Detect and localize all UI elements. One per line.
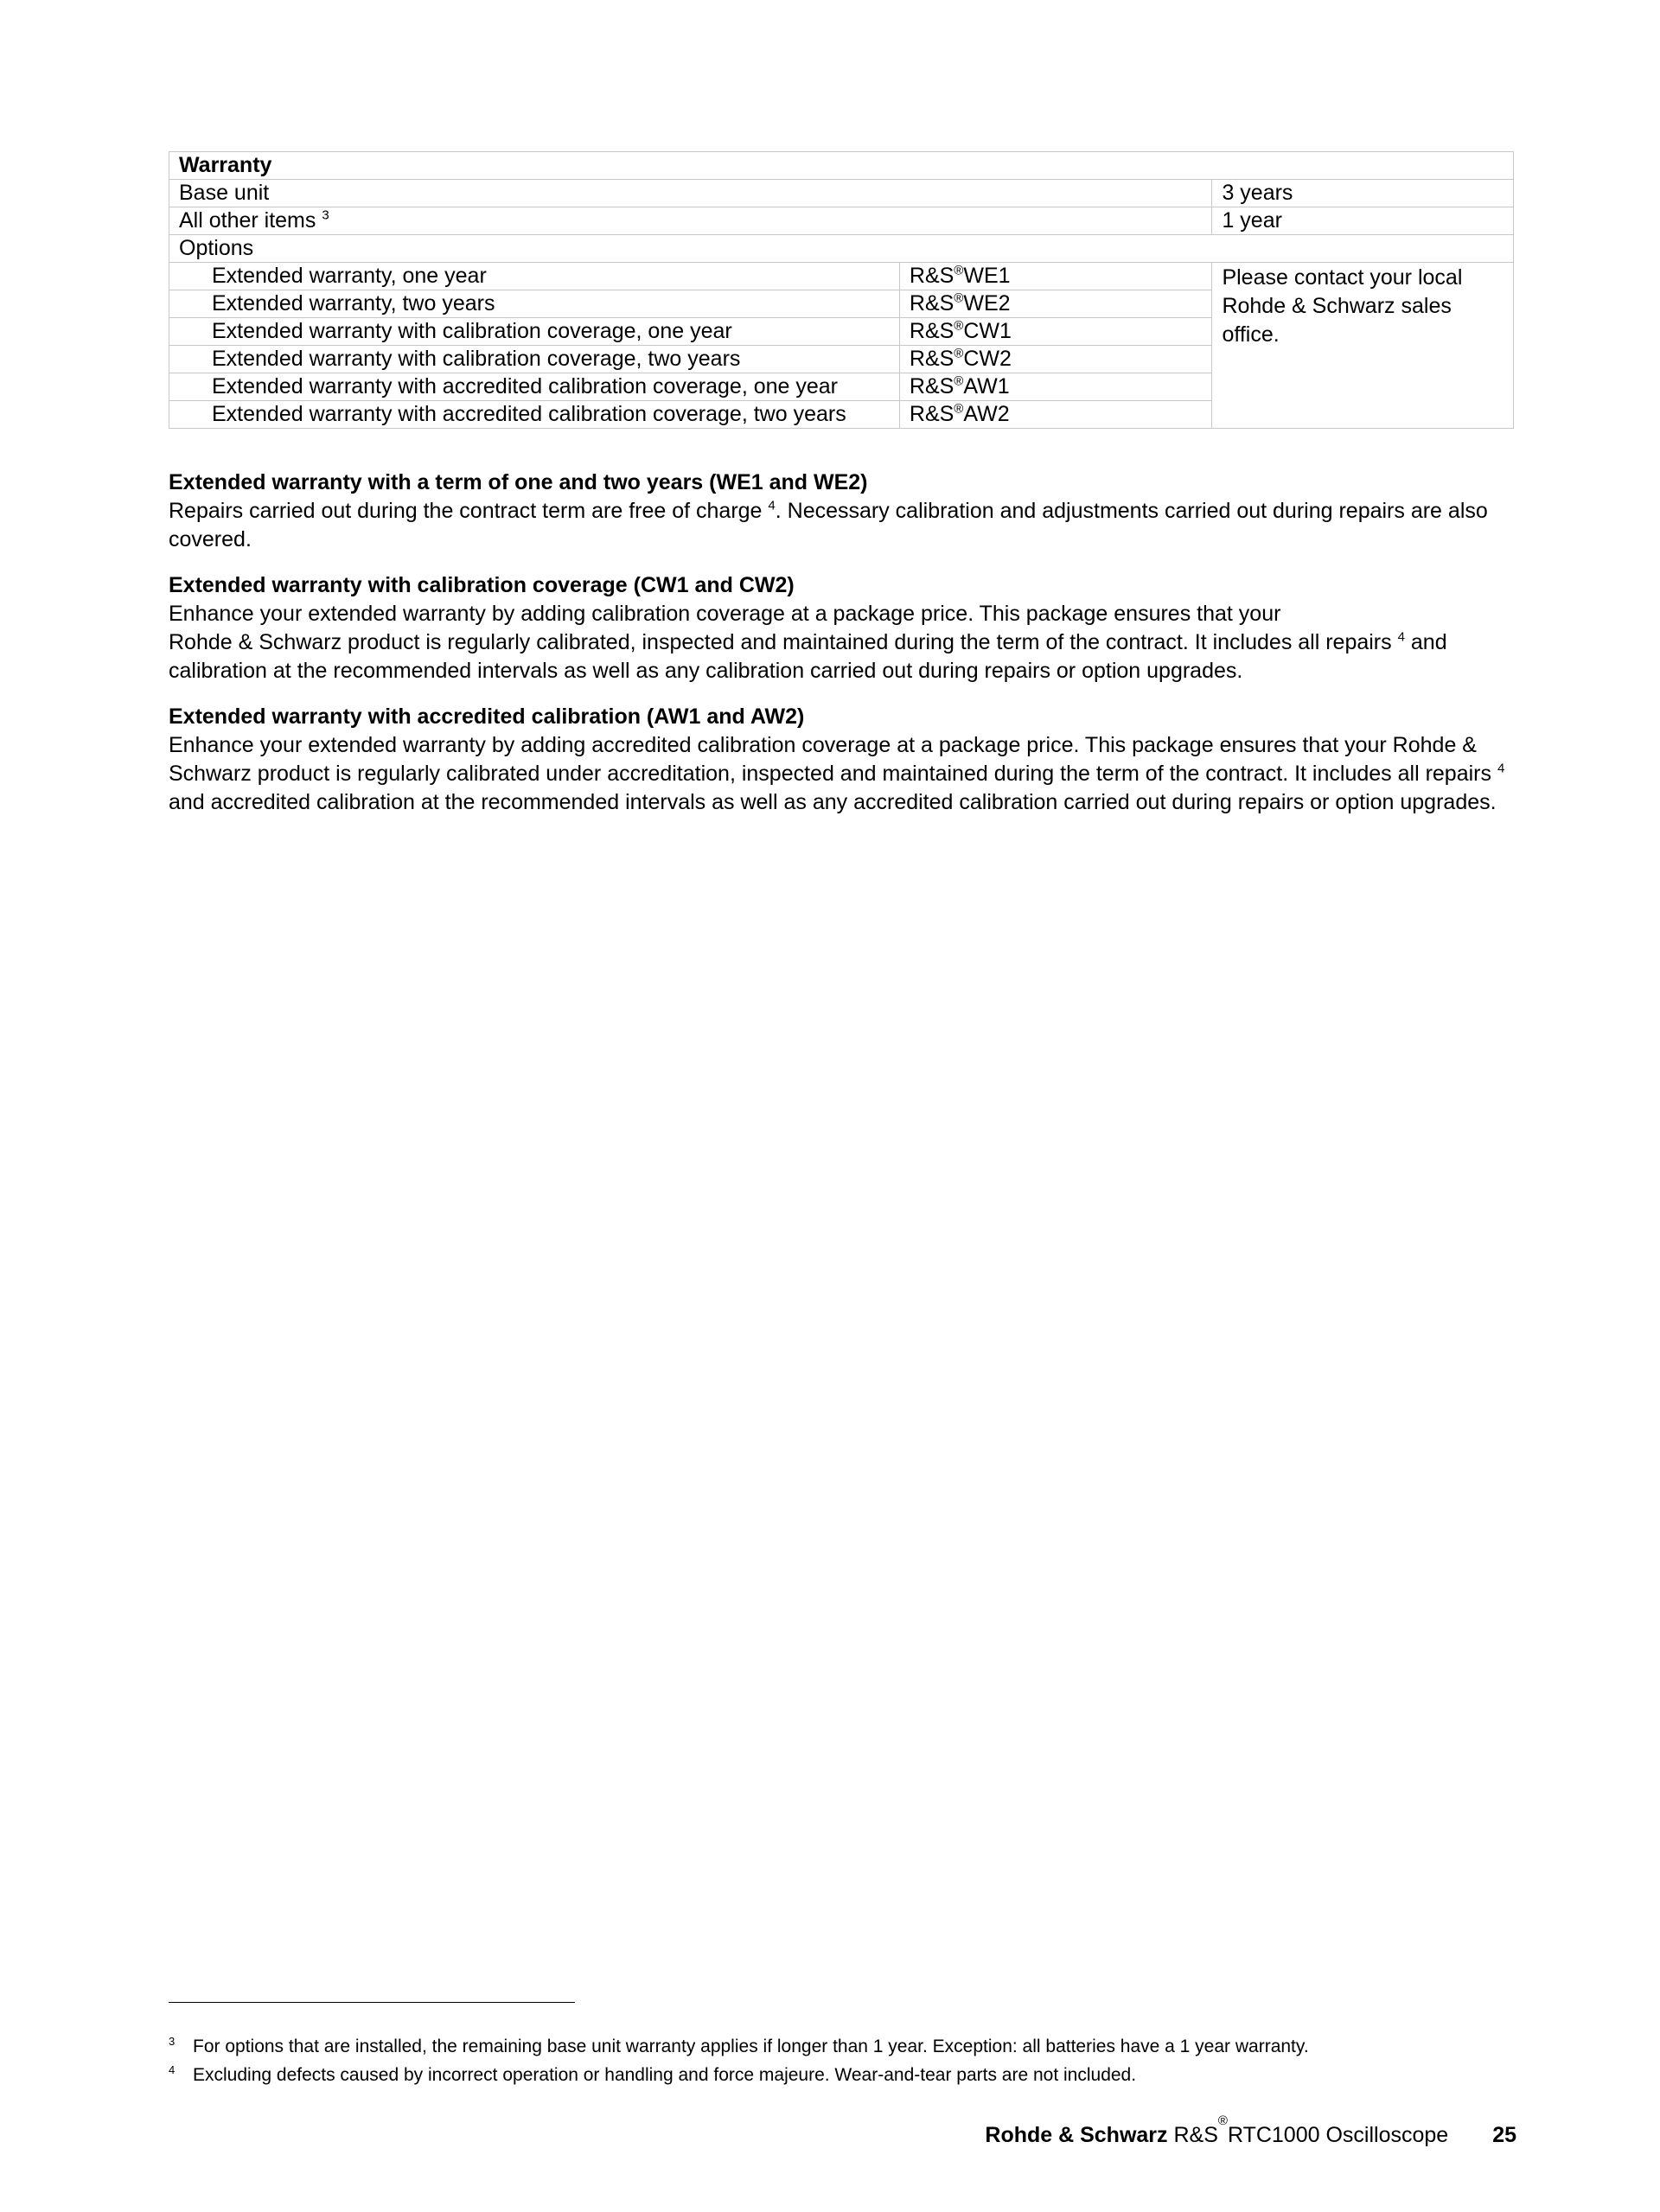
registered-mark: ® [954,290,964,306]
section-text [169,497,1517,554]
text-run: . Necessary calibration and adjustments carried out during repairs are also covered. [169,499,1488,551]
table-row [169,180,1514,207]
footer-product-prefix: R&S [1173,2123,1218,2147]
option-label: Extended warranty, two years [169,290,900,318]
code-prefix: R&S [909,319,954,343]
other-items-label: All other items [179,208,316,233]
option-code [899,373,1212,401]
text-run: Enhance your extended warranty by adding accredited calibration coverage at a package price. This package ensures that your Rohde & Schwarz product is regularly calibrated under accreditation, inspected and maintained during the term of the contract. It includes all repairs [169,733,1497,786]
footnote-ref: 3 [322,207,329,223]
table-row [169,207,1514,235]
table-title: Warranty [169,152,1514,180]
base-unit-value: 3 years [1212,180,1514,207]
text-run: and calibration at the recommended intervals as well as any calibration carried out during repairs or option upgrades. [169,630,1447,683]
text-run: Rohde & Schwarz product is regularly calibrated, inspected and maintained during the term of the contract. It includes all repairs [169,630,1398,654]
registered-mark: ® [954,373,964,389]
registered-mark: ® [1217,2113,1228,2128]
contact-sales-cell: Please contact your local Rohde & Schwarz sales office. [1212,263,1514,429]
option-label: Extended warranty with calibration coverage, two years [169,346,900,373]
text-run: and accredited calibration at the recommended intervals as well as any accredited calibration carried out during repairs or option upgrades. [169,790,1497,814]
code-value: AW1 [963,374,1010,398]
footnote: 4 Excluding defects caused by incorrect operation or handling and force majeure. Wear-and-tear parts are not included. [169,2063,1137,2085]
registered-mark: ® [954,318,964,334]
page-number: 25 [1492,2123,1516,2147]
option-code [899,346,1212,373]
option-label: Extended warranty with accredited calibration coverage, one year [169,373,900,401]
footer-brand: Rohde & Schwarz [985,2123,1168,2147]
footnote-text: Excluding defects caused by incorrect operation or handling and force majeure. Wear-and-tear parts are not included. [193,2065,1137,2085]
warranty-table [169,151,1514,429]
section-text [169,628,1517,685]
section-text [169,731,1517,817]
option-code [899,263,1212,290]
registered-mark: ® [954,346,964,361]
code-prefix: R&S [909,347,954,371]
code-prefix: R&S [909,374,954,398]
table-row [169,263,1514,290]
registered-mark: ® [954,263,964,278]
footnote-ref: 4 [768,498,776,513]
code-prefix: R&S [909,402,954,426]
footer-product: RTC1000 Oscilloscope [1227,2123,1449,2147]
option-label: Extended warranty, one year [169,263,900,290]
registered-mark: ® [954,401,964,417]
option-label: Extended warranty with accredited calibration coverage, two years [169,401,900,429]
option-label: Extended warranty with calibration coverage, one year [169,318,900,346]
section-heading: Extended warranty with a term of one and two years (WE1 and WE2) [169,470,868,494]
page-footer [951,2113,1516,2149]
section-extended-warranty [169,469,1517,554]
code-prefix: R&S [909,264,954,288]
section-heading: Extended warranty with accredited calibration (AW1 and AW2) [169,704,805,729]
other-items-cell [169,207,1212,235]
section-accredited-calibration [169,703,1517,817]
text-run: Repairs carried out during the contract term are free of charge [169,499,769,523]
code-value: AW2 [963,402,1010,426]
code-value: WE2 [963,291,1011,316]
code-value: CW1 [963,319,1012,343]
base-unit-label: Base unit [169,180,1212,207]
options-label: Options [169,235,1514,263]
code-value: CW2 [963,347,1012,371]
table-row [169,152,1514,180]
footnote-text: For options that are installed, the remaining base unit warranty applies if longer than 1 year. Exception: all batteries have a 1 year warranty. [193,2037,1309,2056]
section-heading: Extended warranty with calibration coverage (CW1 and CW2) [169,573,795,597]
option-code [899,290,1212,318]
footnote: 3 For options that are installed, the remaining base unit warranty applies if longer than 1 year. Exception: all batteries have a 1 year warranty. [169,2035,1309,2056]
table-row [169,235,1514,263]
option-code [899,401,1212,429]
section-calibration-coverage [169,571,1517,685]
other-items-value: 1 year [1212,207,1514,235]
section-text-line: Enhance your extended warranty by adding calibration coverage at a package price. This package ensures that your [169,602,1281,626]
footnote-divider [169,2002,575,2003]
code-value: WE1 [963,264,1011,288]
code-prefix: R&S [909,291,954,316]
footnote-ref: 4 [1497,761,1505,776]
option-code [899,318,1212,346]
footnote-ref: 4 [1397,629,1405,645]
